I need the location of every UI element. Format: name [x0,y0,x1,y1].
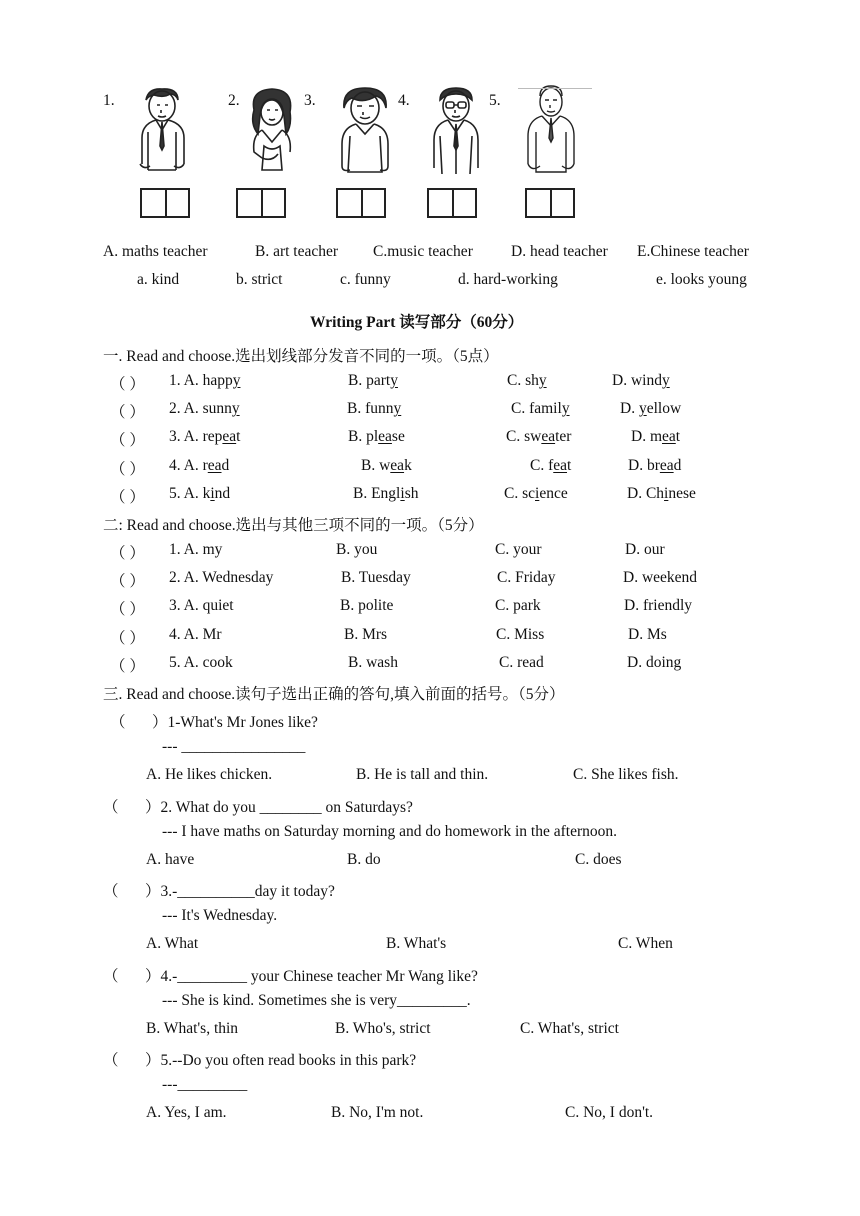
option-text: B. pl [348,428,379,445]
picture-number-4: 4. [398,92,410,109]
role-option-a: A. maths teacher [103,243,208,260]
section3-option: B. do [347,851,381,868]
section3-option: C. No, I don't. [565,1104,654,1121]
answer-paren[interactable]: （ [103,1052,119,1069]
role-option-e: E.Chinese teacher [637,243,749,260]
underlined-letters: ea [390,457,405,474]
section2-option: B. Tuesday [341,569,411,586]
section2-option: C. your [495,541,542,558]
section2-option: D. weekend [623,569,698,586]
underlined-letters: i [535,485,540,502]
answer-paren[interactable]: （ ） [110,432,145,449]
answer-paren[interactable]: （ [110,714,126,731]
section3-option: A. Yes, I am. [146,1104,227,1121]
section1-option [631,428,680,446]
option-text: D. Ch [627,485,665,502]
teacher-illustration-5 [520,84,582,178]
option-text: ence [539,485,568,502]
option-text: B. w [361,457,391,474]
section1-option [628,457,681,475]
underlined-letters: y [393,400,402,417]
answer-box-1[interactable] [140,188,190,218]
section2-option: 4. A. Mr [169,626,222,643]
trait-option-d: d. hard-working [458,271,558,288]
option-text: sh [404,485,419,502]
section2-option: B. polite [340,597,394,614]
section1-option [627,485,696,503]
question-text: ）3.-__________day it today? [145,883,335,900]
underlined-letters: i [664,485,669,502]
trait-option-b: b. strict [236,271,283,288]
section3-option: A. What [146,935,199,952]
section2-option: 5. A. cook [169,654,233,671]
section3-option: B. He is tall and thin. [356,766,489,783]
section2-option: D. our [625,541,665,558]
underlined-letters: ea [662,428,676,445]
answer-box-2[interactable] [236,188,286,218]
teacher-illustration-4 [426,86,486,178]
section2-option: B. you [336,541,378,558]
underlined-letters: i [400,485,405,502]
section1-option [504,485,568,503]
section3-option: A. have [146,851,195,868]
section1-option [169,457,229,475]
underlined-letters: y [232,372,241,389]
answer-paren[interactable]: （ ） [110,601,145,618]
option-text: D. m [631,428,662,445]
section1-option [511,400,570,418]
role-option-c: C.music teacher [373,243,473,260]
answer-paren[interactable]: （ [103,883,119,900]
answer-paren[interactable]: （ [103,799,119,816]
role-option-b: B. art teacher [255,243,339,260]
underlined-letters: y [638,400,647,417]
section1-option [169,485,230,503]
answer-paren[interactable]: （ ） [110,376,145,393]
underlined-letters: ea [222,428,237,445]
section3-option: C. When [618,935,673,952]
option-text: D. wind [612,372,662,389]
section1-option [506,428,571,446]
section1-option [347,400,401,418]
section1-title: 一. Read and choose.选出划线部分发音不同的一项。（5点） [103,348,499,365]
answer-paren[interactable]: （ ） [110,630,145,647]
section1-option [361,457,412,475]
answer-line: --- She is kind. Sometimes she is very_________. [162,992,471,1009]
section2-option: C. Friday [497,569,556,586]
writing-part-title: Writing Part 读写部分（60分） [310,314,524,331]
option-text: 1. A. happ [169,372,233,389]
option-text: t [236,428,241,445]
option-text: k [404,457,412,474]
section3-option: C. does [575,851,622,868]
picture-number-5: 5. [489,92,501,109]
section1-option [353,485,418,503]
option-text: B. Engl [353,485,401,502]
option-text: ter [555,428,572,445]
underlined-letters: i [210,485,215,502]
answer-box-5[interactable] [525,188,575,218]
answer-paren[interactable]: （ ） [110,489,145,506]
answer-box-4[interactable] [427,188,477,218]
section1-option [507,372,547,390]
section2-title: 二: Read and choose.选出与其他三项不同的一项。（5分） [103,517,484,534]
answer-paren[interactable]: （ ） [110,545,145,562]
section1-option [348,372,398,390]
answer-paren[interactable]: （ ） [110,404,145,421]
section2-option: C. park [495,597,541,614]
section2-option: D. Ms [628,626,667,643]
trait-option-a: a. kind [137,271,180,288]
teacher-illustration-3 [334,86,396,178]
section3-title: 三. Read and choose.读句子选出正确的答句,填入前面的括号。（5分） [103,686,565,703]
option-text: se [391,428,405,445]
underlined-letters: y [231,400,240,417]
option-text: C. sc [504,485,535,502]
trait-option-c: c. funny [340,271,391,288]
answer-line: ---_________ [162,1076,248,1093]
option-text: D. br [628,457,660,474]
option-text: t [675,428,681,445]
role-option-d: D. head teacher [511,243,608,260]
option-text: d [221,457,230,474]
section1-option [612,372,670,390]
option-text: t [567,457,572,474]
section1-option [530,457,571,475]
section2-option: D. friendly [624,597,693,614]
underlined-letters: y [538,372,547,389]
question-text: ）5.--Do you often read books in this park? [145,1052,417,1069]
option-text: 2. A. sunn [169,400,232,417]
section3-option: B. What's [386,935,447,952]
picture-divider [518,88,592,89]
underlined-letters: ea [541,428,556,445]
answer-paren[interactable]: （ ） [110,461,145,478]
section1-option [169,428,240,446]
teacher-illustration-2 [242,86,302,178]
section3-option: B. What's, thin [146,1020,239,1037]
question-text: ）4.-_________ your Chinese teacher Mr Wang like? [145,968,478,985]
underlined-letters: ea [207,457,222,474]
option-text: nese [668,485,696,502]
option-text: d [673,457,682,474]
option-text: C. famil [511,400,562,417]
answer-paren[interactable]: （ [103,968,119,985]
section3-option: B. No, I'm not. [331,1104,424,1121]
answer-line: --- ________________ [162,738,306,755]
question-text: ）2. What do you ________ on Saturdays? [145,799,413,816]
option-text: 5. A. k [169,485,211,502]
section1-option [348,428,405,446]
section1-option [169,372,240,390]
section2-option: B. Mrs [344,626,388,643]
answer-line: --- I have maths on Saturday morning and do homework in the afternoon. [162,823,617,840]
option-text: C. sh [507,372,539,389]
section2-option: 1. A. my [169,541,223,558]
picture-number-3: 3. [304,92,316,109]
underlined-letters: y [661,372,670,389]
section3-option: C. What's, strict [520,1020,619,1037]
underlined-letters: ea [659,457,674,474]
section2-option: 2. A. Wednesday [169,569,274,586]
teacher-illustration-1 [132,86,192,178]
option-text: B. funn [347,400,394,417]
underlined-letters: y [390,372,398,389]
section1-option [620,400,681,418]
option-text: C. sw [506,428,542,445]
underlined-letters: ea [378,428,392,445]
answer-line: --- It's Wednesday. [162,907,278,924]
option-text: nd [214,485,231,502]
option-text: ellow [646,400,682,417]
option-text: B. part [348,372,391,389]
picture-number-1: 1. [103,92,115,109]
underlined-letters: ea [553,457,568,474]
section2-option: B. wash [348,654,398,671]
section3-option: C. She likes fish. [573,766,679,783]
underlined-letters: y [561,400,570,417]
option-text: C. f [530,457,554,474]
section2-option: C. Miss [496,626,545,643]
answer-paren[interactable]: （ ） [110,573,145,590]
section2-option: C. read [499,654,544,671]
question-text: ）1-What's Mr Jones like? [152,714,318,731]
section1-option [169,400,240,418]
section2-option: D. doing [627,654,682,671]
option-text: 4. A. r [169,457,208,474]
answer-box-3[interactable] [336,188,386,218]
option-text: D. [620,400,639,417]
section2-option: 3. A. quiet [169,597,234,614]
picture-number-2: 2. [228,92,240,109]
option-text: 3. A. rep [169,428,223,445]
section3-option: B. Who's, strict [335,1020,431,1037]
trait-option-e: e. looks young [656,271,747,288]
section3-option: A. He likes chicken. [146,766,273,783]
answer-paren[interactable]: （ ） [110,658,145,675]
